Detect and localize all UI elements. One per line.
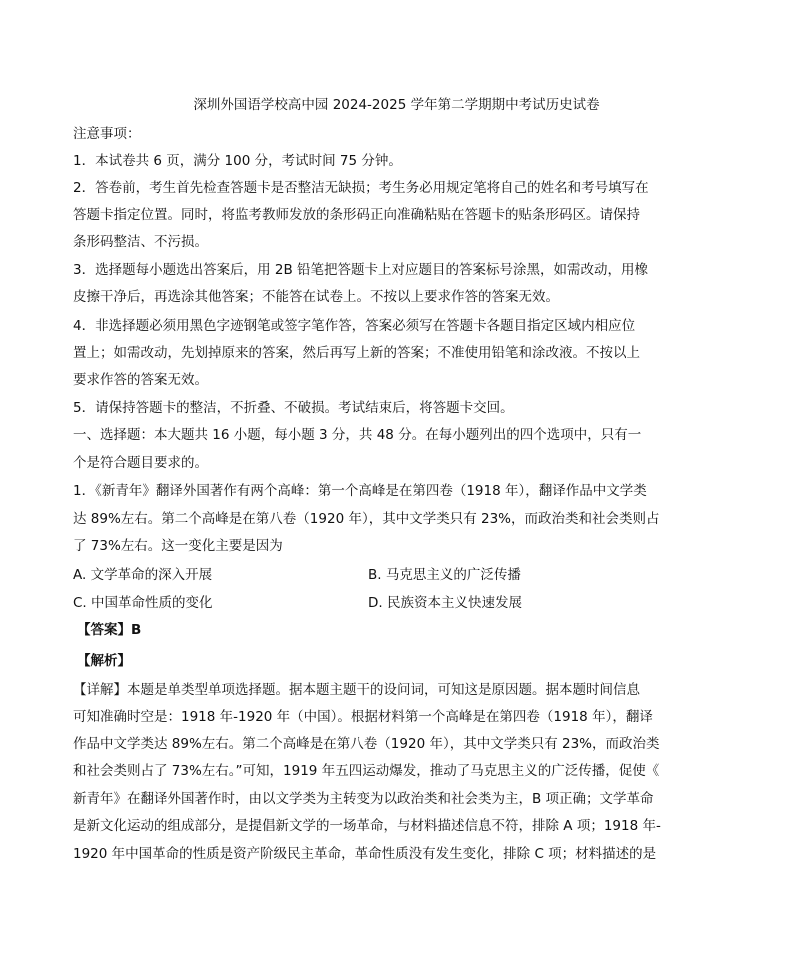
- notice-line: 4．非选择题必须用黑色字迹钢笔或签字笔作答，答案必须写在答题卡各题目指定区域内相应位: [73, 318, 636, 334]
- analysis-line: 可知准确时空是：1918 年-1920 年（中国）。根据材料第一个高峰是在第四卷（1918 年），翻译: [73, 709, 653, 725]
- section-heading: 一、选择题：本大题共 16 小题，每小题 3 分，共 48 分。在每小题列出的四个选项中，只有一: [73, 427, 642, 443]
- notice-line: 3．选择题每小题选出答案后，用 2B 铅笔把答题卡上对应题目的答案标号涂黑，如需改动，用橡: [73, 262, 649, 278]
- analysis-line: 1920 年中国革命的性质是资产阶级民主革命，革命性质没有发生变化，排除 C 项；材料描述的是: [73, 846, 657, 862]
- option-b: B. 马克思主义的广泛传播: [368, 567, 521, 583]
- notice-line: 1．本试卷共 6 页，满分 100 分，考试时间 75 分钟。: [73, 153, 402, 169]
- analysis-line: 作品中文学类达 89%左右。第二个高峰是在第八卷（1920 年），其中文学类只有 23%，而政治类: [73, 736, 660, 752]
- notice-line: 5．请保持答题卡的整洁，不折叠、不破损。考试结束后，将答题卡交回。: [73, 400, 514, 416]
- notice-line: 答题卡指定位置。同时，将监考教师发放的条形码正向准确粘贴在答题卡的贴条形码区。请保持: [73, 207, 640, 223]
- question-text: 了 73%左右。这一变化主要是因为: [73, 538, 283, 554]
- analysis-heading: 【解析】: [77, 653, 131, 669]
- analysis-line: 新青年》在翻译外国著作时，由以文学类为主转变为以政治类和社会类为主，B 项正确；文学革命: [73, 791, 654, 807]
- notice-line: 皮擦干净后，再选涂其他答案；不能答在试卷上。不按以上要求作答的答案无效。: [73, 289, 559, 305]
- question-text: 达 89%左右。第二个高峰是在第八卷（1920 年），其中文学类只有 23%，而政治类和社会类则占: [73, 511, 660, 527]
- notice-line: 2．答卷前，考生首先检查答题卡是否整洁无缺损；考生务必用规定笔将自己的姓名和考号填写在: [73, 180, 649, 196]
- section-heading-cont: 个是符合题目要求的。: [73, 455, 208, 471]
- analysis-line: 【详解】本题是单类型单项选择题。据本题主题干的设问词，可知这是原因题。据本题时间信息: [73, 682, 640, 698]
- analysis-line: 和社会类则占了 73%左右。”可知，1919 年五四运动爆发，推动了马克思主义的广泛传播，促使《: [73, 763, 660, 779]
- notice-line: 置上；如需改动，先划掉原来的答案，然后再写上新的答案；不准使用铅笔和涂改液。不按以上: [73, 345, 640, 361]
- exam-title: 深圳外国语学校高中园 2024-2025 学年第二学期期中考试历史试卷: [193, 97, 600, 113]
- notice-line: 条形码整洁、不污损。: [73, 234, 208, 250]
- notice-heading: 注意事项：: [73, 126, 141, 142]
- option-a: A. 文学革命的深入开展: [73, 567, 213, 583]
- option-d: D. 民族资本主义快速发展: [368, 595, 522, 611]
- question-text: 1．《新青年》翻译外国著作有两个高峰：第一个高峰是在第四卷（1918 年），翻译作品中文学类: [73, 483, 647, 499]
- option-c: C. 中国革命性质的变化: [73, 595, 213, 611]
- notice-line: 要求作答的答案无效。: [73, 372, 208, 388]
- answer-label: 【答案】B: [77, 622, 142, 638]
- analysis-line: 是新文化运动的组成部分，是提倡新文学的一场革命，与材料描述信息不符，排除 A 项；1918 年-: [73, 818, 661, 834]
